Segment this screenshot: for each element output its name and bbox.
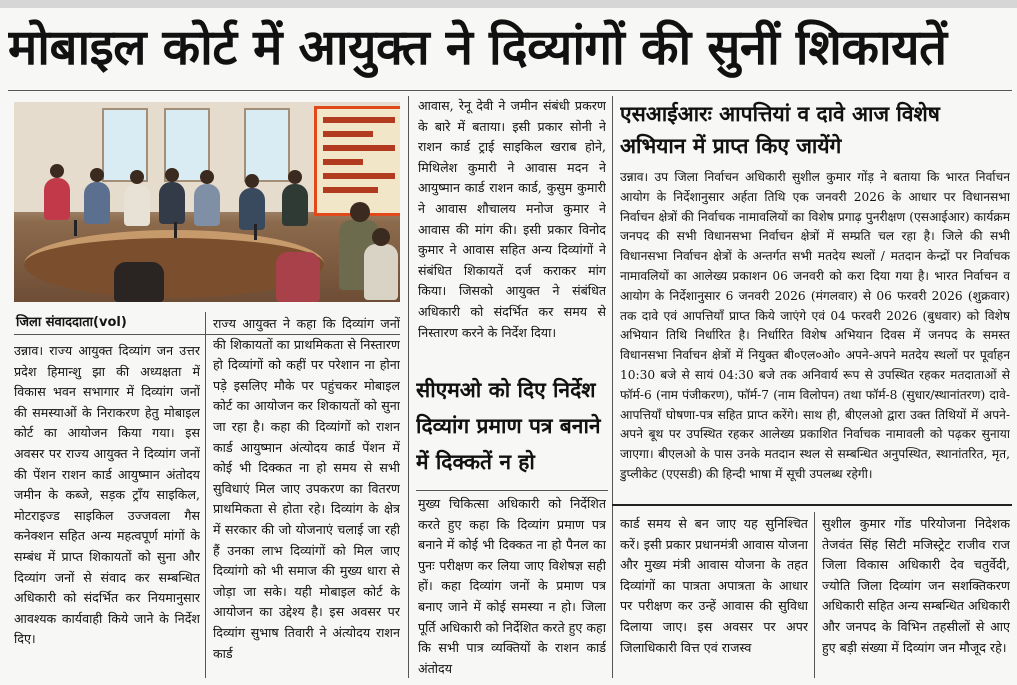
column-divider — [408, 96, 409, 678]
column-divider — [205, 312, 206, 678]
sir-headline: एसआईआरः आपत्तियां व दावे आज विशेष अभियान में प्राप्त किए जायेंगे — [620, 102, 940, 158]
cmo-story-column-3: सुशील कुमार गोंड परियोजना निदेशक तेजवंत सिंह सिटी मजिस्ट्रेट राजीव राज जिला विकास अधिकारी देव चतुर्वेदी, ज्योति जिला दिव्यांग जन सशक्तिकरण अधिकारी सहित अन्य सम्बन्धित अधिकारी और जनपद के विभिन तहसीलों से आए हुए बड़ी संख्या में दिव्यांग जन मौजूद रहे। — [822, 516, 1010, 655]
photo-banner — [314, 106, 400, 216]
top-rule — [0, 0, 1017, 8]
news-photo — [14, 102, 400, 302]
byline: जिला संवाददाता(vol) — [16, 315, 127, 330]
subhead-divider — [416, 490, 608, 491]
column-divider — [612, 96, 613, 678]
main-story-column-2: राज्य आयुक्त ने कहा कि दिव्यांग जनों की शिकायतों का प्राथमिकता से निस्तारण हो दिव्यांगों को कहीं पर परेशान ना होना पड़े इसलिए मौके पर पहुंचकर मोबाइल कोर्ट का आयोजन कर शिकायतों को सुना जा रहा है। कहा की दिव्यांगों को राशन कार्ड आयुष्मान अंत्योदय कार्ड पेंशन में कोई भी दिक्कत ना हो समय से सभी सुविधाएं मिल जाए उपकरण का वितरण प्राथमिकता से होता रहे। दिव्यांग के क्षेत्र में सरकार की जो योजनाएं चलाई जा रही हैं उनका लाभ दिव्यांगों को मिल जाए दिव्यांगो को भी समाज की मुख्य धारा से जोड़ा जा सके। यही मोबाइल कोर्ट के आयोजन का उद्देश्य है। इस अवसर पर दिव्यांग सुभाष तिवारी ने अंत्योदय राशन कार्ड — [213, 316, 400, 661]
column-divider — [814, 512, 815, 678]
headline-divider — [8, 90, 1012, 91]
cmo-story-column-1: मुख्य चिकित्सा अधिकारी को निर्देशित करते हुए कहा कि दिव्यांग प्रमाण पत्र बनाने में कोई भी दिक्कत ना हो पैनल का पुनः परीक्षण कर लिया जाए विशेषज्ञ सही हों। कहा दिव्यांग जनों के प्रमाण पत्र बनाए जाने में कोई समस्या न हो। जिला पूर्ति अधिकारी को निर्देशित करते हुए कहा कि सभी पात्र व्यक्तियों के राशन कार्ड अंतोदय — [418, 496, 606, 676]
main-story-column-1: उन्नाव। राज्य आयुक्त दिव्यांग जन उत्तर प्रदेश हिमान्शु झा की अध्यक्षता में विकास भवन सभागार में दिव्यांग जनों की समस्याओं के निराकरण हेतु मोबाइल कोर्ट का आयोजन किया गया। इस अवसर पर राज्य आयुक्त ने दिव्यांग जनों की पेंशन राशन कार्ड आयुष्मान अंतोदय जमीन के कब्जे, सड़क ट्राँय साइकिल, मोटराइज्ड साइकिल उज्जवला गैस कनेक्शन सहित अन्य महत्वपूर्ण मांगों के सम्बंध में प्राप्त शिकायतों को सुना और दिव्यांग जनों से संवाद कर सम्बन्धित अधिकारी को संदर्भित कर नियमानुसार आवश्यक कार्यवाही किये जाने के निर्देश दिए। — [14, 343, 200, 647]
cmo-story-column-2: कार्ड समय से बन जाए यह सुनिश्चित करें। इसी प्रकार प्रधानमंत्री आवास योजना और मुख्य मंत्री आवास योजना के तहत दिव्यांगों का पात्रता अपात्रता के आधार पर परीक्षण कर उन्हें आवास की सुविधा दिलाया जाए। इस अवसर पर अपर जिलाधिकारी वित्त एवं राजस्व — [620, 516, 808, 655]
story-separator — [612, 504, 1012, 506]
main-headline: मोबाइल कोर्ट में आयुक्त ने दिव्यांगों की सुनीं शिकायतें — [8, 19, 947, 76]
main-story-column-3: आवास, रेनू देवी ने जमीन संबंधी प्रकरण के बारे में बताया। इसी प्रकार सोनी ने राशन कार्ड ट्राई साइकिल खराब होने, मिथिलेश कुमारी ने आवास मदन ने आयुष्मान कार्ड राशन कार्ड, कुसुम कुमारी ने आवास शौचालय मनोज कुमार ने आवास की मांग की। इसी प्रकार विनोद कुमार ने आवास सहित अन्य दिव्यांगों ने संबंधित शिकायतें दर्ज कराकर मांग किया। जिसको आयुक्त ने संबंधित अधिकारी को संदर्भित कर समय से निस्तारण करने के निर्देश दिया। — [418, 98, 606, 340]
cmo-subheadline: सीएमओ को दिए निर्देश दिव्यांग प्रमाण पत्र बनाने में दिक्कतें न हो — [416, 378, 601, 474]
sir-story-body: उन्नाव। उप जिला निर्वाचन अधिकारी सुशील कुमार गोंड़ ने बताया कि भारत निर्वाचन आयोग के निर्देशानुसार अर्हता तिथि एक जनवरी 2026 के आधार पर विधानसभा निर्वाचन क्षेत्रों की निर्वाचक नामावलियों का विशेष प्रगाढ़ पुनरीक्षण (एसआईआर) कार्यक्रम जनपद की सभी विधानसभा निर्वाचन क्षेत्रों में सम्प्रति चल रहा है। जिले की सभी विधानसभा निर्वाचन क्षेत्रों के अन्तर्गत सभी मतदेय स्थलों / मतदान केन्द्रों पर निर्वाचक नामावलियों का आलेख्य प्रकाशन 06 जनवरी को करा दिया गया है। भारत निर्वाचन व आयोग के निर्देशानुसार 6 जनवरी 2026 (मंगलवार) से 06 फरवरी 2026 (शुक्रवार) तक दावे एवं आपत्तियाँ प्राप्त किये जाएंगे एवं 04 फरवरी 2026 (बुधवार) को विशेष अभियान तिथि निर्धारित है। निर्धारित विशेष अभियान दिवस में जनपद के समस्त विधानसभा निर्वाचन क्षेत्रों में नियुक्त बी०एल०ओ० अपने-अपने मतदेय स्थलों पर पूर्वाहन 10:30 बजे से सायं 04:30 बजे तक अनिवार्य रूप से उपस्थित रहकर मतदाताओं से फॉर्म-6 (नाम पंजीकरण), फॉर्म-7 (नाम विलोपन) तथा फॉर्म-8 (सुधार/स्थानांतरण) दावे-आपत्तियाँ घोषणा-पत्र सहित प्राप्त करेंगे। साथ ही, बीएलओ द्वारा उक्त तिथियों में अपने-अपने बूथ पर उपस्थित रहकर आलेख्य प्रकाशित निर्वाचक नामावली को पढ़कर सुनाया जाएगा। बीएलओ के पास उनके मतदान स्थल से सम्बन्धित अनुपस्थित, स्थानांतरित, मृत, डुप्लीकेट (एएसडी) की हिन्दी भाषा में सूची उपलब्ध रहेगी। — [620, 170, 1010, 481]
